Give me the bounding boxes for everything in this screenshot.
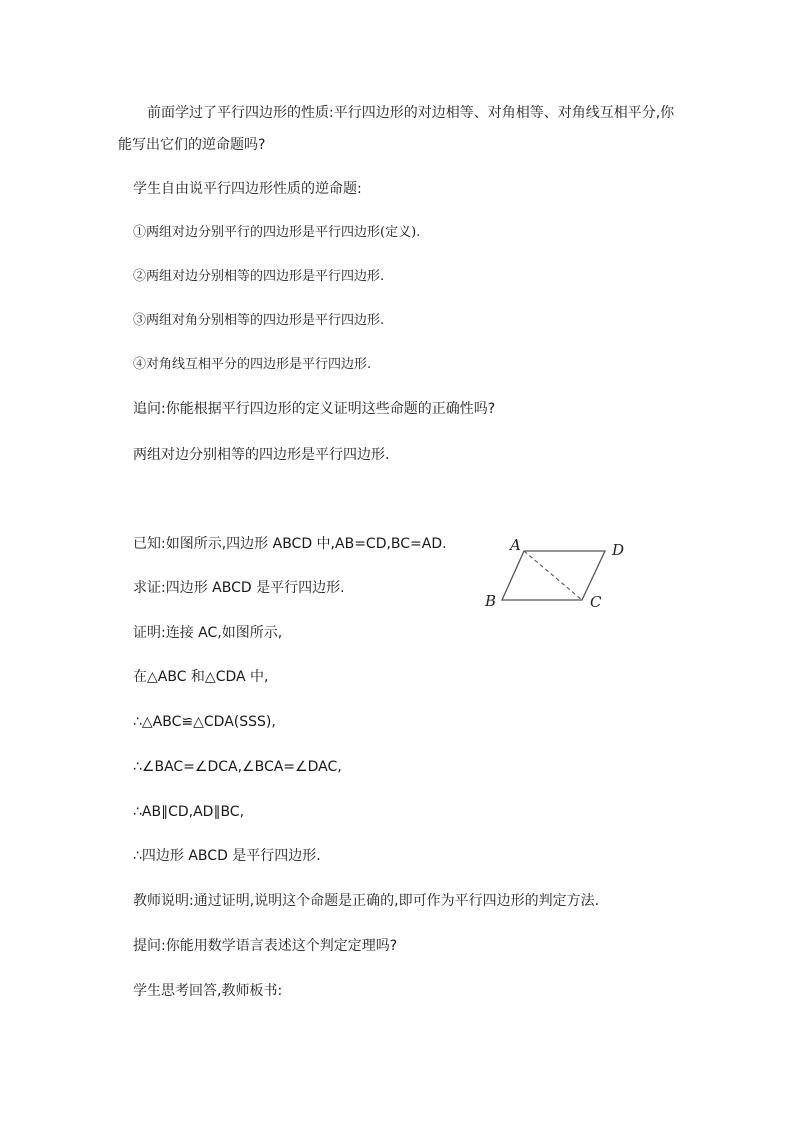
follow-up-question: 追问:你能根据平行四边形的定义证明这些命题的正确性吗? [133,401,496,417]
intro-line-2: 能写出它们的逆命题吗? [118,137,266,153]
vertex-label-b: B [485,592,497,610]
parallelogram-svg [478,532,638,612]
vertex-label-c: C [590,593,602,611]
proof-line-6: ∴四边形 ABCD 是平行四边形. [133,848,321,864]
vertex-label-d: D [612,541,625,559]
prove-statement: 求证:四边形 ABCD 是平行四边形. [133,580,345,596]
diagonal-ac [524,551,582,600]
proof-line-1: 证明:连接 AC,如图所示, [133,625,283,641]
converse-4: ④对角线互相平分的四边形是平行四边形. [133,357,372,372]
given-statement: 已知:如图所示,四边形 ABCD 中,AB=CD,BC=AD. [133,536,447,552]
teacher-note: 教师说明:通过证明,说明这个命题是正确的,即可作为平行四边形的判定方法. [133,893,600,909]
proof-line-2: 在△ABC 和△CDA 中, [133,669,269,685]
vertex-label-a: A [510,536,521,554]
converse-2: ②两组对边分别相等的四边形是平行四边形. [133,269,385,284]
parallelogram-figure [478,532,638,612]
proof-line-4: ∴∠BAC=∠DCA,∠BCA=∠DAC, [133,759,342,775]
question: 提问:你能用数学语言表述这个判定定理吗? [133,938,398,954]
proof-line-5: ∴AB∥CD,AD∥BC, [133,804,245,820]
proof-line-3: ∴△ABC≌△CDA(SSS), [133,714,276,730]
students-prompt: 学生自由说平行四边形性质的逆命题: [133,181,362,197]
closing-line: 学生思考回答,教师板书: [133,983,283,999]
intro-line-1: 前面学过了平行四边形的性质:平行四边形的对边相等、对角相等、对角线互相平分,你 [147,105,675,121]
theorem-statement: 两组对边分别相等的四边形是平行四边形. [133,447,390,463]
converse-1: ①两组对边分别平行的四边形是平行四边形(定义). [133,225,421,240]
converse-3: ③两组对角分别相等的四边形是平行四边形. [133,313,385,328]
